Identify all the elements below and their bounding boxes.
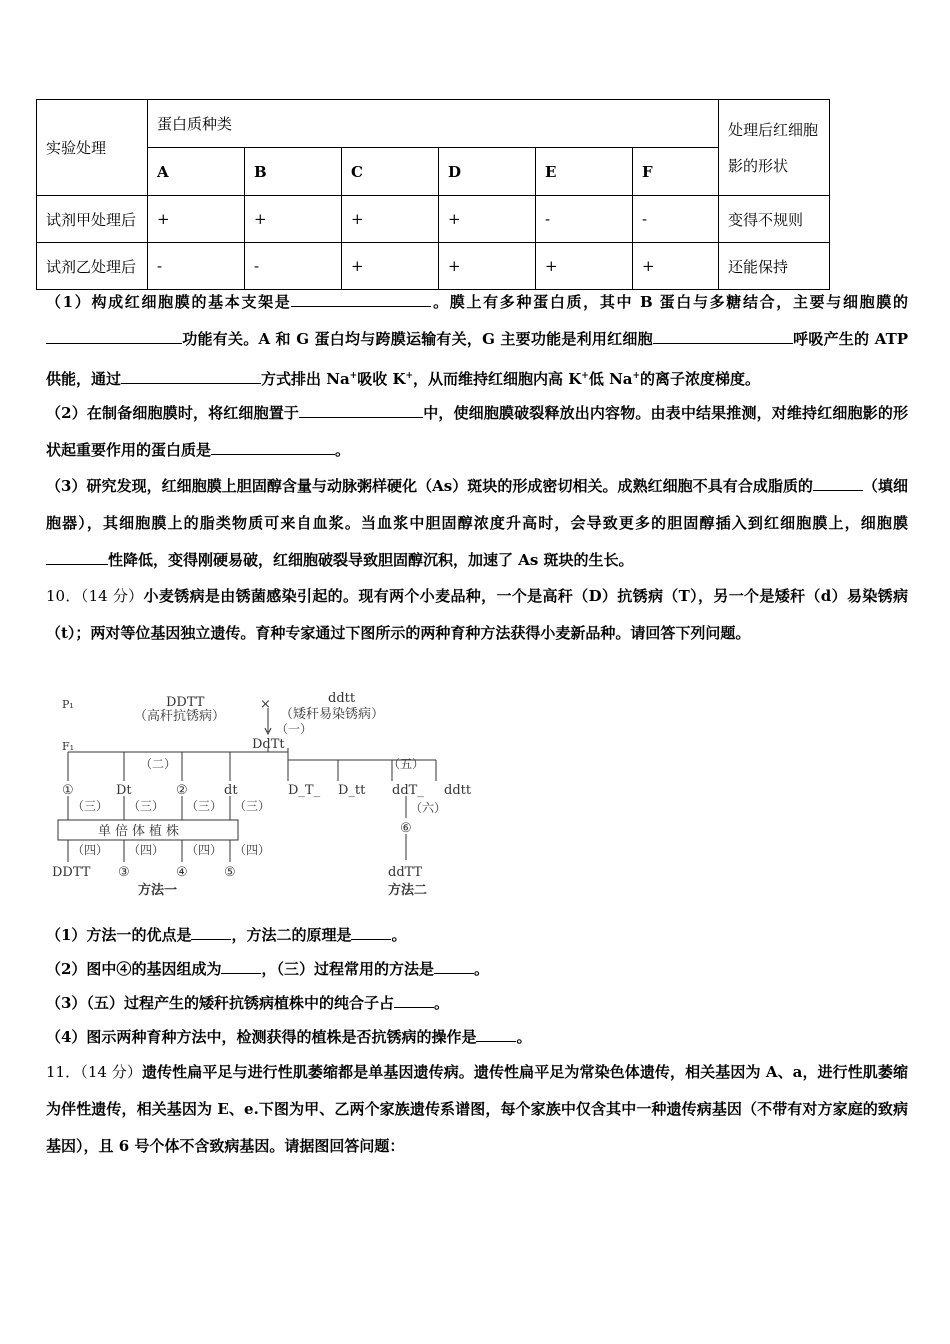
cell: - [536,196,633,243]
header-treatment: 实验处理 [37,100,148,196]
answer-blank [299,403,423,418]
method2-result: ddTT [388,865,423,880]
answer-blank [653,329,793,344]
q10-stem: 10．（14 分）小麦锈病是由锈菌感染引起的。现有两个小麦品种，一个是高秆（D）抗锈病（T），另一个是矮秆（d）易染锈病（t）；两对等位基因独立遗传。育种专家通过下图所示的两种育种方法获得小麦新品种。请回答下列问题。 [46,587,908,642]
cell: - [148,243,245,290]
f1-label: F₁ [62,740,75,753]
protein-e: E [536,148,633,196]
gamete-1: ① [62,783,74,798]
cell: + [148,196,245,243]
cell: + [439,243,536,290]
cell: + [633,243,719,290]
answer-blank [46,329,182,344]
method2-offspring-1: D_T_ [288,783,321,798]
step-4-label: （四） [186,843,223,857]
step-3-label: （三） [186,799,223,813]
step-2-label: （二） [140,757,177,771]
cell: + [342,196,439,243]
answer-blank [121,369,261,384]
protein-d: D [439,148,536,196]
q11-stem: 11．（14 分）遗传性扁平足与进行性肌萎缩都是单基因遗传病。遗传性扁平足为常染色体遗传，相关基因为 A、a，进行性肌萎缩为伴性遗传，相关基因为 E、e.下图为甲、乙两个家族遗传系谱图，每个家族中仅含其中一种遗传病基因（不带有对方家庭的致病基因），且 6 号个体不含致病基因。请据图回答问题： [46,1063,908,1155]
protein-c: C [342,148,439,196]
row-shape: 变得不规则 [719,196,830,243]
cross-symbol: × [260,697,271,712]
q9-part1: （1）构成红细胞膜的基本支架是 。膜上有多种蛋白质，其中 B 蛋白与多糖结合，主要与细胞膜的功能有关。A 和 G 蛋白均与跨膜运输有关，G 主要功能是利用红细胞 呼吸产生的 ATP 供能，通过 方式排出 Na+吸收 K+，从而维持红细胞内高 K+低 Na+的离子浓度梯度。 [46,293,909,388]
q10-sub3: （3）（五）过程产生的矮秆抗锈病植株中的纯合子占 。 [46,994,449,1012]
gamete-2: Dt [116,783,132,798]
answer-blank [211,440,335,455]
row-label: 试剂乙处理后 [37,243,148,290]
step-4-label: （四） [128,843,165,857]
gamete-4: dt [224,783,238,798]
step-5-label: （五） [388,757,425,771]
header-protein-types: 蛋白质种类 [148,100,719,148]
answer-blank [394,993,434,1008]
breeding-diagram [52,688,482,903]
row-shape: 还能保持 [719,243,830,290]
q9-part3: （3）研究发现，红细胞膜上胆固醇含量与动脉粥样硬化（As）斑块的形成密切相关。成熟红细胞不具有合成脂质的 （填细胞器），其细胞膜上的脂类物质可来自血浆。当血浆中胆固醇浓度升高时，会导致更多的胆固醇插入到红细胞膜上，细胞膜性降低，变得刚硬易破，红细胞破裂导致胆固醇沉积，加速了 As 斑块的生长。 [46,477,908,569]
q10-sub4: （4）图示两种育种方法中，检测获得的植株是否抗锈病的操作是 。 [46,1028,532,1046]
cell: - [633,196,719,243]
q9-part2: （2）在制备细胞膜时，将红细胞置于 中，使细胞膜破裂释放出内容物。由表中结果推测，对维持红细胞影的形状起重要作用的蛋白质是 。 [46,404,908,459]
parent1-genotype: DDTT [166,695,205,710]
step-6-label: （六） [410,801,447,815]
cell: + [245,196,342,243]
answer-blank [191,925,231,940]
step-4-label: （四） [72,843,109,857]
step-3-label: （三） [234,799,271,813]
method1-result-4: ⑤ [224,865,236,880]
parent1-phenotype: （高秆抗锈病） [134,709,226,724]
answer-blank [46,550,108,565]
haploid-plant-label: 单倍体植株 [98,824,184,839]
answer-blank [813,476,863,491]
question-number: 10．（14 分） [46,587,144,605]
gamete-3: ② [176,783,188,798]
method2-offspring-4: ddtt [444,783,472,798]
method1-label: 方法一 [138,883,178,898]
cell: + [536,243,633,290]
q10-sub2: （2）图中④的基因组成为 ，（三）过程常用的方法是 。 [46,960,489,978]
cell: - [245,243,342,290]
q10-sub1: （1）方法一的优点是 ，方法二的原理是 。 [46,926,407,944]
method2-label: 方法二 [388,883,428,898]
step-3-label: （三） [72,799,109,813]
f1-genotype: DdTt [252,737,285,752]
parent2-phenotype: （矮秆易染锈病） [280,707,385,722]
answer-blank [351,925,391,940]
step-1-label: （一） [276,722,313,736]
circle-6: ⑥ [400,821,412,836]
answer-blank [434,959,474,974]
method2-offspring-3: ddT_ [392,783,424,798]
step-4-label: （四） [234,843,271,857]
answer-blank [291,292,431,307]
protein-f: F [633,148,719,196]
protein-b: B [245,148,342,196]
answer-blank [476,1027,516,1042]
cell: + [439,196,536,243]
method2-offspring-2: D_tt [338,783,366,798]
method1-result-3: ④ [176,865,188,880]
table-row [37,196,830,243]
protein-a: A [148,148,245,196]
question-number: 11．（14 分） [46,1063,142,1081]
header-shape: 处理后红细胞影的形状 [719,100,830,196]
answer-blank [221,959,261,974]
experiment-table [36,99,830,290]
step-3-label: （三） [128,799,165,813]
row-label: 试剂甲处理后 [37,196,148,243]
method1-result-1: DDTT [52,865,91,880]
p1-label: P₁ [62,698,74,711]
method1-result-2: ③ [118,865,130,880]
table-row [37,243,830,290]
cell: + [342,243,439,290]
parent2-genotype: ddtt [328,691,356,706]
